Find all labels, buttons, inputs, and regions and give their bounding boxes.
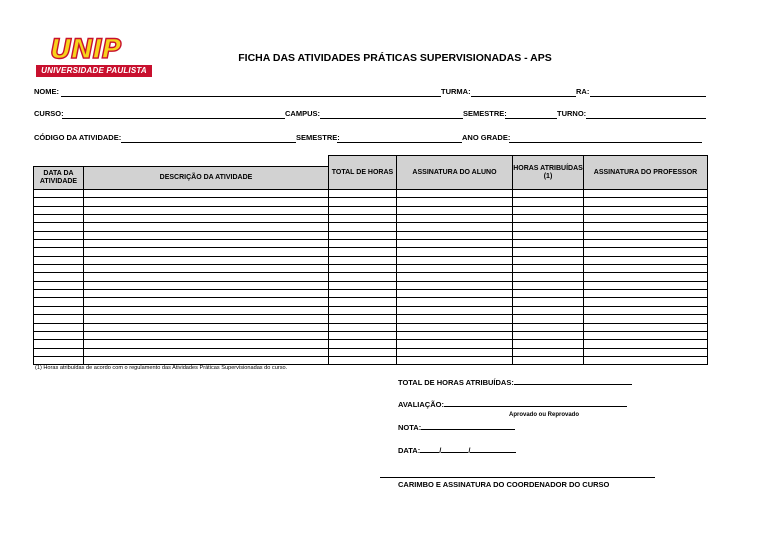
col-header-data: DATA DA ATIVIDADE [34, 167, 84, 190]
assinatura-aluno-cell[interactable] [397, 323, 513, 331]
coordinator-signature-line[interactable] [380, 477, 655, 478]
data-cell[interactable] [34, 273, 84, 281]
assinatura-professor-cell[interactable] [584, 223, 708, 231]
descricao-cell[interactable] [84, 273, 329, 281]
nota-label: NOTA: [398, 423, 422, 432]
nota-input-line[interactable] [421, 422, 515, 430]
total-horas-cell[interactable] [329, 323, 397, 331]
table-row [34, 223, 708, 231]
codigo-atividade-input-line[interactable] [121, 142, 296, 143]
data-cell[interactable] [34, 356, 84, 364]
assinatura-professor-cell[interactable] [584, 281, 708, 289]
assinatura-aluno-cell[interactable] [397, 340, 513, 348]
form-row-identification [34, 87, 706, 99]
assinatura-professor-cell[interactable] [584, 240, 708, 248]
assinatura-aluno-cell[interactable] [397, 290, 513, 298]
total-horas-cell[interactable] [329, 265, 397, 273]
descricao-cell[interactable] [84, 256, 329, 264]
table-row [34, 231, 708, 239]
data-cell[interactable] [34, 281, 84, 289]
assinatura-professor-cell[interactable] [584, 323, 708, 331]
data-cell[interactable] [34, 248, 84, 256]
nome-label: NOME: [34, 87, 59, 96]
data-cell[interactable] [34, 348, 84, 356]
table-row [34, 298, 708, 306]
table-row [34, 206, 708, 214]
semestre2-input-line[interactable] [337, 142, 462, 143]
assinatura-professor-cell[interactable] [584, 190, 708, 198]
horas-atribuidas-cell[interactable] [513, 281, 584, 289]
table-row [34, 248, 708, 256]
assinatura-professor-cell[interactable] [584, 315, 708, 323]
date-separator: / [439, 446, 442, 455]
descricao-cell[interactable] [84, 306, 329, 314]
assinatura-aluno-cell[interactable] [397, 223, 513, 231]
assinatura-aluno-cell[interactable] [397, 273, 513, 281]
descricao-cell[interactable] [84, 331, 329, 339]
assinatura-professor-cell[interactable] [584, 231, 708, 239]
assinatura-professor-cell[interactable] [584, 198, 708, 206]
table-row [34, 306, 708, 314]
total-horas-cell[interactable] [329, 340, 397, 348]
total-horas-cell[interactable] [329, 331, 397, 339]
assinatura-professor-cell[interactable] [584, 265, 708, 273]
turno-label: TURNO: [557, 109, 587, 118]
descricao-cell[interactable] [84, 198, 329, 206]
semestre2-label: SEMESTRE: [296, 133, 340, 142]
aprovado-reprovado-hint: Aprovado ou Reprovado [509, 412, 580, 418]
total-horas-cell[interactable] [329, 231, 397, 239]
table-row [34, 281, 708, 289]
turma-field[interactable] [441, 87, 576, 99]
ra-field[interactable] [576, 87, 706, 99]
total-horas-cell[interactable] [329, 198, 397, 206]
ano-grade-field[interactable] [462, 133, 702, 145]
horas-atribuidas-cell[interactable] [513, 331, 584, 339]
logo-wordmark: UNIP [50, 34, 121, 65]
horas-atribuidas-cell[interactable] [513, 223, 584, 231]
total-horas-cell[interactable] [329, 315, 397, 323]
descricao-cell[interactable] [84, 248, 329, 256]
horas-atribuidas-cell[interactable] [513, 198, 584, 206]
total-horas-cell[interactable] [329, 215, 397, 223]
col-header-horas-atribuidas: HORAS ATRIBUÍDAS (1) [513, 156, 584, 190]
ano-grade-input-line[interactable] [509, 142, 702, 143]
curso-field[interactable] [34, 109, 285, 121]
assinatura-professor-cell[interactable] [584, 273, 708, 281]
horas-atribuidas-cell[interactable] [513, 348, 584, 356]
horas-atribuidas-cell[interactable] [513, 265, 584, 273]
table-row [34, 273, 708, 281]
semestre2-field[interactable] [296, 133, 462, 145]
activity-table [33, 155, 708, 365]
descricao-cell[interactable] [84, 223, 329, 231]
avaliacao-input-line[interactable] [444, 399, 627, 407]
assinatura-professor-cell[interactable] [584, 206, 708, 214]
assinatura-aluno-cell[interactable] [397, 240, 513, 248]
unip-logo [36, 36, 154, 82]
data-cell[interactable] [34, 190, 84, 198]
total-horas-cell[interactable] [329, 298, 397, 306]
descricao-cell[interactable] [84, 190, 329, 198]
total-horas-cell[interactable] [329, 348, 397, 356]
table-row [34, 265, 708, 273]
assinatura-aluno-cell[interactable] [397, 356, 513, 364]
descricao-cell[interactable] [84, 265, 329, 273]
horas-atribuidas-cell[interactable] [513, 248, 584, 256]
data-cell[interactable] [34, 215, 84, 223]
semestre-input-line[interactable] [505, 118, 557, 119]
data-cell[interactable] [34, 240, 84, 248]
turno-input-line[interactable] [586, 118, 706, 119]
nome-field[interactable] [34, 87, 441, 99]
footnote: (1) Horas atribuídas de acordo com o regulamento das Atividades Práticas Supervisionadas do curso. [35, 365, 288, 371]
col-header-descricao: DESCRIÇÃO DA ATIVIDADE [84, 167, 329, 190]
horas-atribuidas-cell[interactable] [513, 215, 584, 223]
assinatura-professor-cell[interactable] [584, 256, 708, 264]
curso-label: CURSO: [34, 109, 64, 118]
total-horas-atribuidas-label: TOTAL DE HORAS ATRIBUÍDAS: [398, 378, 514, 387]
table-row [34, 348, 708, 356]
descricao-cell[interactable] [84, 323, 329, 331]
data-cell[interactable] [34, 323, 84, 331]
descricao-cell[interactable] [84, 356, 329, 364]
descricao-cell[interactable] [84, 290, 329, 298]
assinatura-aluno-cell[interactable] [397, 231, 513, 239]
table-header-row-top [34, 156, 708, 167]
data-year-line[interactable] [470, 445, 516, 453]
descricao-cell[interactable] [84, 215, 329, 223]
page-title: FICHA DAS ATIVIDADES PRÁTICAS SUPERVISIONADAS - APS [238, 52, 552, 64]
data-month-line[interactable] [441, 445, 471, 455]
data-cell[interactable] [34, 265, 84, 273]
date-separator: / [468, 446, 471, 455]
total-horas-cell[interactable] [329, 256, 397, 264]
campus-input-line[interactable] [320, 118, 463, 119]
total-horas-cell[interactable] [329, 248, 397, 256]
total-horas-cell[interactable] [329, 290, 397, 298]
descricao-cell[interactable] [84, 240, 329, 248]
table-row [34, 198, 708, 206]
data-cell[interactable] [34, 223, 84, 231]
assinatura-professor-cell[interactable] [584, 248, 708, 256]
descricao-cell[interactable] [84, 281, 329, 289]
assinatura-aluno-cell[interactable] [397, 331, 513, 339]
assinatura-aluno-cell[interactable] [397, 298, 513, 306]
total-horas-cell[interactable] [329, 281, 397, 289]
horas-atribuidas-cell[interactable] [513, 206, 584, 214]
assinatura-aluno-cell[interactable] [397, 256, 513, 264]
assinatura-aluno-cell[interactable] [397, 190, 513, 198]
col-header-assinatura-aluno: ASSINATURA DO ALUNO [397, 156, 513, 190]
total-horas-cell[interactable] [329, 223, 397, 231]
table-row [34, 240, 708, 248]
assinatura-professor-cell[interactable] [584, 348, 708, 356]
total-horas-cell[interactable] [329, 273, 397, 281]
campus-field[interactable] [285, 109, 463, 121]
table-row [34, 323, 708, 331]
table-row [34, 290, 708, 298]
assinatura-aluno-cell[interactable] [397, 198, 513, 206]
horas-atribuidas-cell[interactable] [513, 256, 584, 264]
activity-table-body [34, 156, 708, 365]
data-label: DATA: [398, 446, 421, 455]
nome-input-line[interactable] [61, 96, 441, 97]
total-horas-atribuidas-input-line[interactable] [514, 377, 632, 385]
assinatura-aluno-cell[interactable] [397, 248, 513, 256]
total-horas-atribuidas-field[interactable] [398, 377, 632, 387]
total-horas-cell[interactable] [329, 356, 397, 364]
data-cell[interactable] [34, 331, 84, 339]
turno-field[interactable] [557, 109, 706, 121]
table-row [34, 340, 708, 348]
data-cell[interactable] [34, 198, 84, 206]
assinatura-aluno-cell[interactable] [397, 265, 513, 273]
turma-input-line[interactable] [471, 96, 576, 97]
header-blank-cell [84, 156, 329, 167]
semestre-field[interactable] [463, 109, 557, 121]
data-cell[interactable] [34, 315, 84, 323]
avaliacao-label: AVALIAÇÃO: [398, 400, 444, 409]
descricao-cell[interactable] [84, 206, 329, 214]
horas-atribuidas-cell[interactable] [513, 240, 584, 248]
col-header-total-horas: TOTAL DE HORAS [329, 156, 397, 190]
avaliacao-field[interactable] [398, 399, 627, 409]
assinatura-professor-cell[interactable] [584, 340, 708, 348]
descricao-cell[interactable] [84, 340, 329, 348]
horas-atribuidas-cell[interactable] [513, 290, 584, 298]
table-row [34, 356, 708, 364]
data-cell[interactable] [34, 298, 84, 306]
horas-atribuidas-cell[interactable] [513, 298, 584, 306]
nota-field[interactable] [398, 422, 515, 432]
ano-grade-label: ANO GRADE: [462, 133, 511, 142]
data-cell[interactable] [34, 256, 84, 264]
descricao-cell[interactable] [84, 348, 329, 356]
ra-input-line[interactable] [590, 96, 706, 97]
horas-atribuidas-cell[interactable] [513, 340, 584, 348]
data-cell[interactable] [34, 206, 84, 214]
data-cell[interactable] [34, 340, 84, 348]
assinatura-professor-cell[interactable] [584, 290, 708, 298]
table-row [34, 331, 708, 339]
total-horas-cell[interactable] [329, 206, 397, 214]
total-horas-cell[interactable] [329, 240, 397, 248]
turma-label: TURMA: [441, 87, 471, 96]
data-field[interactable] [398, 445, 516, 455]
ra-label: RA: [576, 87, 590, 96]
assinatura-professor-cell[interactable] [584, 215, 708, 223]
data-day-line[interactable] [420, 445, 442, 455]
assinatura-aluno-cell[interactable] [397, 348, 513, 356]
coordinator-signature-caption: CARIMBO E ASSINATURA DO COORDENADOR DO CURSO [398, 480, 610, 489]
assinatura-aluno-cell[interactable] [397, 306, 513, 314]
table-row [34, 190, 708, 198]
horas-atribuidas-cell[interactable] [513, 306, 584, 314]
logo-subtitle: UNIVERSIDADE PAULISTA [36, 65, 152, 77]
assinatura-professor-cell[interactable] [584, 356, 708, 364]
form-row-activity [34, 133, 706, 145]
descricao-cell[interactable] [84, 231, 329, 239]
table-row [34, 215, 708, 223]
assinatura-professor-cell[interactable] [584, 298, 708, 306]
horas-atribuidas-cell[interactable] [513, 323, 584, 331]
data-cell[interactable] [34, 306, 84, 314]
descricao-cell[interactable] [84, 298, 329, 306]
horas-atribuidas-cell[interactable] [513, 273, 584, 281]
data-cell[interactable] [34, 290, 84, 298]
horas-atribuidas-cell[interactable] [513, 356, 584, 364]
assinatura-aluno-cell[interactable] [397, 215, 513, 223]
table-row [34, 256, 708, 264]
assinatura-aluno-cell[interactable] [397, 281, 513, 289]
semestre-label: SEMESTRE: [463, 109, 507, 118]
header-blank-cell [34, 156, 84, 167]
horas-atribuidas-cell[interactable] [513, 190, 584, 198]
descricao-cell[interactable] [84, 315, 329, 323]
total-horas-cell[interactable] [329, 306, 397, 314]
codigo-atividade-field[interactable] [34, 133, 296, 145]
form-row-course [34, 109, 706, 121]
table-row [34, 315, 708, 323]
assinatura-professor-cell[interactable] [584, 331, 708, 339]
data-cell[interactable] [34, 231, 84, 239]
col-header-assinatura-professor: ASSINATURA DO PROFESSOR [584, 156, 708, 190]
codigo-atividade-label: CÓDIGO DA ATIVIDADE: [34, 133, 122, 142]
horas-atribuidas-cell[interactable] [513, 315, 584, 323]
campus-label: CAMPUS: [285, 109, 320, 118]
assinatura-professor-cell[interactable] [584, 306, 708, 314]
assinatura-aluno-cell[interactable] [397, 206, 513, 214]
assinatura-aluno-cell[interactable] [397, 315, 513, 323]
curso-input-line[interactable] [62, 118, 285, 119]
total-horas-cell[interactable] [329, 190, 397, 198]
horas-atribuidas-cell[interactable] [513, 231, 584, 239]
